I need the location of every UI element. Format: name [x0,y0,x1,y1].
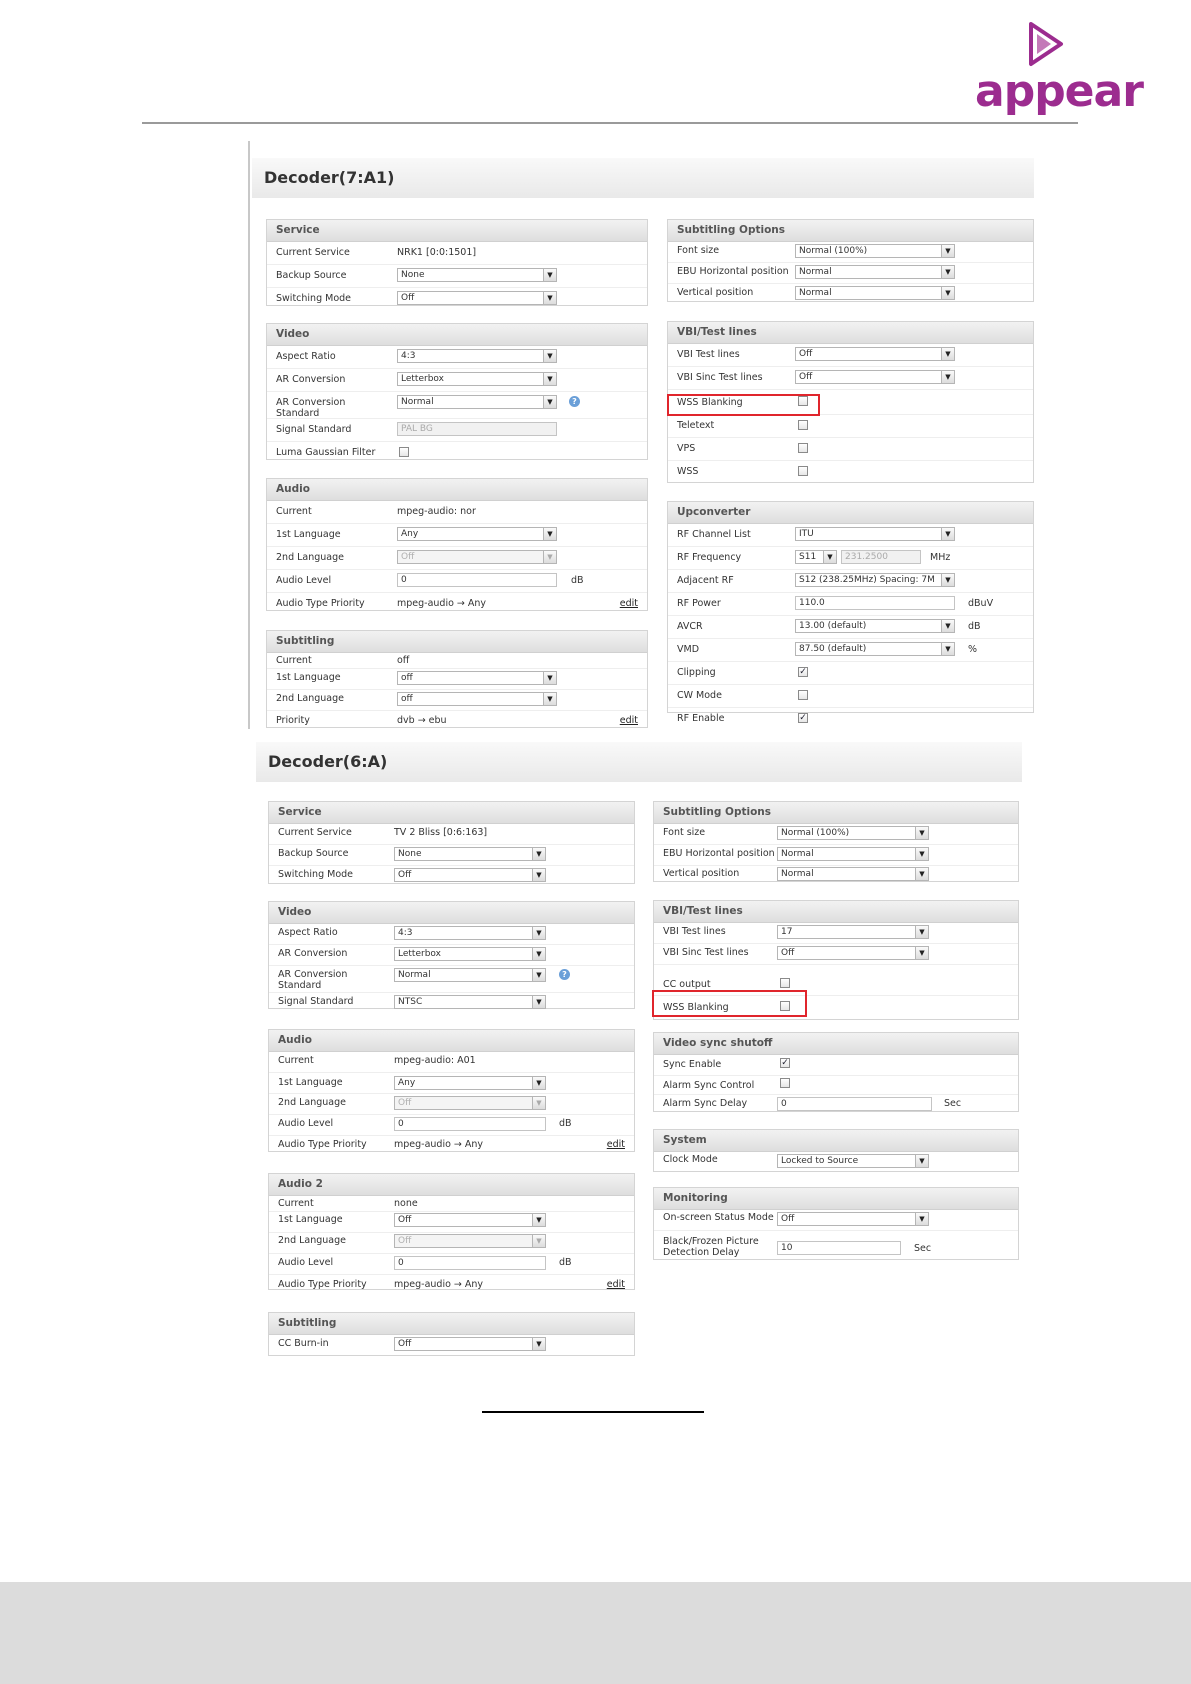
subtitling-options-panel [667,219,1034,302]
video-sync-panel [653,1032,1019,1112]
adjacent-rf-select[interactable]: S12 (238.25MHz) Spacing: 7M ▼ [795,573,955,587]
edit-link[interactable]: edit [606,1279,625,1290]
audio2-panel [268,1173,635,1290]
audio-level-label: Audio Level [278,1257,334,1268]
clock-mode-label: Clock Mode [663,1154,718,1165]
service-panel [266,219,648,306]
cc-burn-in-select[interactable]: Off ▼ [394,1337,546,1351]
audio-level-input[interactable]: 0 [397,573,557,587]
rf-frequency-field: 231.2500 [841,550,921,564]
chevron-down-icon: ▼ [543,396,556,408]
chevron-down-icon: ▼ [915,1155,928,1167]
service-panel [268,801,635,884]
chevron-down-icon: ▼ [543,672,556,684]
video-panel [268,901,635,1009]
aspect-ratio-select[interactable]: 4:3 ▼ [397,349,557,363]
current-audio-value: mpeg-audio: nor [397,506,476,517]
chevron-down-icon: ▼ [543,373,556,385]
rf-enable-label: RF Enable [677,713,725,724]
first-language-label: 1st Language [278,1077,343,1088]
chevron-down-icon: ▼ [915,926,928,938]
rf-channel-list-label: RF Channel List [677,529,751,540]
second-language-label: 2nd Language [278,1097,346,1108]
chevron-down-icon: ▼ [532,869,545,881]
alarm-sync-control-checkbox[interactable] [780,1078,790,1088]
wss-blanking-label: WSS Blanking [677,397,743,408]
vps-label: VPS [677,443,696,454]
alarm-sync-control-label: Alarm Sync Control [663,1080,755,1091]
audio-level-unit: dB [559,1118,572,1129]
teletext-label: Teletext [677,420,715,431]
chevron-down-icon: ▼ [532,1097,545,1109]
rf-power-unit: dBuV [968,598,994,609]
ar-conversion-standard-select[interactable]: Normal ▼ [397,395,557,409]
vps-checkbox[interactable] [798,443,808,453]
aspect-ratio-label: Aspect Ratio [276,351,336,362]
rf-power-label: RF Power [677,598,721,609]
chevron-down-icon: ▼ [532,969,545,981]
chevron-down-icon: ▼ [941,643,954,655]
edit-link[interactable]: edit [619,715,638,726]
signal-standard-label: Signal Standard [276,424,352,435]
chevron-down-icon: ▼ [532,1077,545,1089]
rf-frequency-label: RF Frequency [677,552,742,563]
upconverter-panel [667,501,1034,724]
backup-source-select[interactable]: None ▼ [397,268,557,282]
first-language-label: 1st Language [278,1214,343,1225]
signal-standard-field: PAL BG [397,422,557,436]
audio-level-unit: dB [559,1257,572,1268]
vbi-sinc-label: VBI Sinc Test lines [677,372,763,383]
vbi-sinc-select[interactable]: Off ▼ [777,946,929,960]
audio-type-priority-value: mpeg-audio → Any [394,1279,484,1290]
chevron-down-icon: ▼ [543,551,556,563]
vmd-label: VMD [677,644,700,655]
panel-title: Video sync shutoff [654,1033,1018,1055]
first-language-select[interactable]: Off ▼ [394,1213,546,1227]
priority-value: dvb → ebu [397,715,447,726]
font-size-label: Font size [677,245,720,256]
current-subtitle-label: Current [276,655,312,666]
monitoring-panel [653,1187,1019,1260]
panel-title: Subtitling [267,631,647,653]
audio-type-priority-value: mpeg-audio → Any [394,1139,484,1150]
chevron-down-icon: ▼ [941,528,954,540]
osd-mode-label: On-screen Status Mode [663,1212,774,1223]
chevron-down-icon: ▼ [532,1338,545,1350]
priority-label: Priority [276,715,310,726]
chevron-down-icon: ▼ [941,245,954,257]
vbi-sinc-label: VBI Sinc Test lines [663,947,749,958]
current-audio-value: none [394,1198,418,1209]
ebu-position-select[interactable]: Normal ▼ [777,847,929,861]
chevron-down-icon: ▼ [532,927,545,939]
sync-enable-label: Sync Enable [663,1059,722,1070]
audio-type-priority-label: Audio Type Priority [278,1279,367,1290]
panel-title: Audio [269,1030,634,1052]
current-service-value: TV 2 Bliss [0:6:163] [394,827,488,838]
current-subtitle-value: off [397,655,410,666]
audio-type-priority-label: Audio Type Priority [276,598,365,609]
audio-level-input[interactable]: 0 [394,1256,546,1270]
ar-conversion-select[interactable]: Letterbox ▼ [394,947,546,961]
chevron-down-icon: ▼ [915,947,928,959]
switching-mode-label: Switching Mode [276,293,352,304]
chevron-down-icon: ▼ [543,528,556,540]
chevron-down-icon: ▼ [915,868,928,880]
vmd-unit: % [968,644,978,655]
audio-level-label: Audio Level [276,575,332,586]
left-rule [248,141,250,729]
chevron-down-icon: ▼ [941,371,954,383]
appear-logo [975,18,1143,118]
wss-blanking-label: WSS Blanking [663,1002,729,1013]
chevron-down-icon: ▼ [532,1235,545,1247]
wss-blanking-highlight [652,990,807,1017]
vbi-test-lines-select[interactable]: 17 ▼ [777,925,929,939]
teletext-checkbox[interactable] [798,420,808,430]
ar-conversion-label: AR Conversion [276,374,346,385]
audio-panel [268,1029,635,1152]
ar-conversion-standard-label: AR Conversion Standard [278,969,348,991]
luma-filter-label: Luma Gaussian Filter [276,447,376,458]
second-language-select[interactable]: Off ▼ [397,550,557,564]
backup-source-select[interactable]: None ▼ [394,847,546,861]
subtitling-panel [268,1312,635,1356]
panel-title: VBI/Test lines [654,901,1018,923]
rf-channel-select[interactable]: S11 ▼ [795,550,837,564]
avcr-label: AVCR [677,621,703,632]
current-audio-label: Current [278,1198,314,1209]
ebu-position-label: EBU Horizontal position [663,848,775,859]
help-icon[interactable]: ? [559,969,570,980]
audio-level-input[interactable]: 0 [394,1117,546,1131]
wss-label: WSS [677,466,699,477]
cc-burn-in-label: CC Burn-in [278,1338,329,1349]
system-panel [653,1129,1019,1172]
ar-conversion-standard-label: AR Conversion Standard [276,397,346,419]
luma-filter-checkbox[interactable] [399,447,409,457]
panel-title: Audio 2 [269,1174,634,1196]
current-audio-label: Current [276,506,312,517]
vertical-position-select[interactable]: Normal ▼ [777,867,929,881]
chevron-down-icon: ▼ [543,269,556,281]
first-language-label: 1st Language [276,529,341,540]
rf-frequency-unit: MHz [930,552,951,563]
subtitling-options-panel [653,801,1019,882]
chevron-down-icon: ▼ [941,287,954,299]
clock-mode-select[interactable]: Locked to Source ▼ [777,1154,929,1168]
current-audio-label: Current [278,1055,314,1066]
vbi-test-lines-label: VBI Test lines [677,349,740,360]
osd-mode-select[interactable]: Off ▼ [777,1212,929,1226]
chevron-down-icon: ▼ [532,996,545,1008]
black-frozen-label: Black/Frozen Picture Detection Delay [663,1236,759,1258]
panel-title: Subtitling [269,1313,634,1335]
audio-level-unit: dB [571,575,584,586]
font-size-select[interactable]: Normal (100%) ▼ [777,826,929,840]
vbi-test-lines-label: VBI Test lines [663,926,726,937]
first-language-select[interactable]: off ▼ [397,671,557,685]
black-frozen-delay-unit: Sec [914,1243,932,1254]
current-service-label: Current Service [278,827,352,838]
audio-type-priority-value: mpeg-audio → Any [397,598,487,609]
ebu-position-select[interactable]: Normal ▼ [795,265,955,279]
edit-link[interactable]: edit [619,598,638,609]
signal-standard-label: Signal Standard [278,996,354,1007]
alarm-sync-delay-unit: Sec [944,1098,962,1109]
panel-title: Subtitling Options [654,802,1018,824]
cw-mode-label: CW Mode [677,690,722,701]
chevron-down-icon: ▼ [532,1214,545,1226]
ar-conversion-label: AR Conversion [278,948,348,959]
font-size-select[interactable]: Normal (100%) ▼ [795,244,955,258]
vertical-position-label: Vertical position [663,868,740,879]
signal-standard-select[interactable]: NTSC ▼ [394,995,546,1009]
panel-title: Monitoring [654,1188,1018,1210]
backup-source-label: Backup Source [276,270,347,281]
first-language-select[interactable]: Any ▼ [397,527,557,541]
decoder-title: Decoder(6:A) [256,742,1022,782]
cc-output-checkbox[interactable] [780,978,790,988]
footer-band [0,1582,1191,1684]
vbi-sinc-select[interactable]: Off ▼ [795,370,955,384]
vertical-position-label: Vertical position [677,287,754,298]
audio-panel [266,478,648,611]
cw-mode-checkbox[interactable] [798,690,808,700]
panel-title: Service [269,802,634,824]
chevron-down-icon: ▼ [915,848,928,860]
second-language-select[interactable]: Off ▼ [394,1234,546,1248]
current-audio-value: mpeg-audio: A01 [394,1055,476,1066]
clipping-label: Clipping [677,667,716,678]
aspect-ratio-select[interactable]: 4:3 ▼ [394,926,546,940]
chevron-down-icon: ▼ [543,292,556,304]
cc-output-label: CC output [663,979,711,990]
switching-mode-select[interactable]: Off ▼ [397,291,557,305]
subtitling-panel [266,630,648,728]
rf-channel-list-select[interactable]: ITU ▼ [795,527,955,541]
panel-title: Upconverter [668,502,1033,524]
panel-title: Video [267,324,647,346]
panel-title: Video [269,902,634,924]
audio-type-priority-label: Audio Type Priority [278,1139,367,1150]
rf-power-input[interactable]: 110.0 [795,596,955,610]
panel-title: Service [267,220,647,242]
black-frozen-delay-input[interactable]: 10 [777,1241,901,1255]
switching-mode-label: Switching Mode [278,869,354,880]
chevron-down-icon: ▼ [543,693,556,705]
audio-level-label: Audio Level [278,1118,334,1129]
vmd-select[interactable]: 87.50 (default) ▼ [795,642,955,656]
first-language-select[interactable]: Any ▼ [394,1076,546,1090]
alarm-sync-delay-input[interactable]: 0 [777,1097,932,1111]
second-language-select[interactable]: Off ▼ [394,1096,546,1110]
second-language-label: 2nd Language [276,552,344,563]
chevron-down-icon: ▼ [915,827,928,839]
caption-rule [482,1411,704,1413]
rf-enable-checkbox[interactable]: ✓ [799,713,807,723]
chevron-down-icon: ▼ [915,1213,928,1225]
wss-blanking-highlight [667,394,820,416]
header-rule [142,122,1078,124]
ar-conversion-standard-select[interactable]: Normal ▼ [394,968,546,982]
chevron-down-icon: ▼ [941,266,954,278]
adjacent-rf-label: Adjacent RF [677,575,734,586]
font-size-label: Font size [663,827,706,838]
chevron-down-icon: ▼ [941,620,954,632]
panel-title: Audio [267,479,647,501]
backup-source-label: Backup Source [278,848,349,859]
switching-mode-select[interactable]: Off ▼ [394,868,546,882]
ar-conversion-select[interactable]: Letterbox ▼ [397,372,557,386]
avcr-select[interactable]: 13.00 (default) ▼ [795,619,955,633]
vertical-position-select[interactable]: Normal ▼ [795,286,955,300]
second-language-select[interactable]: off ▼ [397,692,557,706]
panel-title: System [654,1130,1018,1152]
edit-link[interactable]: edit [606,1139,625,1150]
chevron-down-icon: ▼ [532,948,545,960]
first-language-label: 1st Language [276,672,341,683]
logo-text: appear [975,66,1143,117]
clipping-checkbox[interactable]: ✓ [799,667,807,677]
panel-title: Subtitling Options [668,220,1033,242]
chevron-down-icon: ▼ [543,350,556,362]
ebu-position-label: EBU Horizontal position [677,266,789,277]
sync-enable-checkbox[interactable]: ✓ [781,1058,789,1068]
vbi-test-lines-select[interactable]: Off ▼ [795,347,955,361]
chevron-down-icon: ▼ [941,348,954,360]
current-service-value: NRK1 [0:0:1501] [397,247,477,258]
chevron-down-icon: ▼ [941,574,954,586]
decoder-title: Decoder(7:A1) [252,158,1034,198]
video-panel [266,323,648,460]
avcr-unit: dB [968,621,981,632]
wss-checkbox[interactable] [798,466,808,476]
second-language-label: 2nd Language [276,693,344,704]
panel-title: VBI/Test lines [668,322,1033,344]
aspect-ratio-label: Aspect Ratio [278,927,338,938]
help-icon[interactable]: ? [569,396,580,407]
chevron-down-icon: ▼ [823,551,836,563]
current-service-label: Current Service [276,247,350,258]
chevron-down-icon: ▼ [532,848,545,860]
second-language-label: 2nd Language [278,1235,346,1246]
alarm-sync-delay-label: Alarm Sync Delay [663,1098,748,1109]
